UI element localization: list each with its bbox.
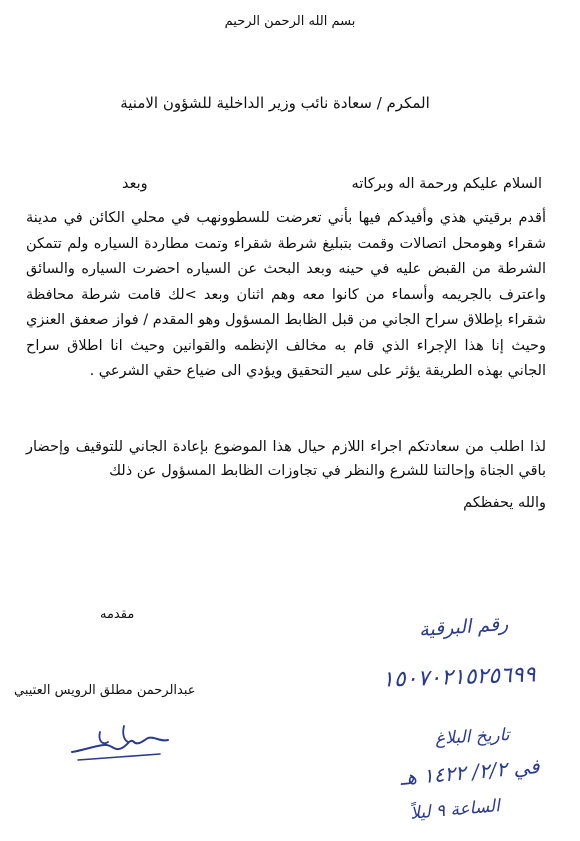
basmala: بسم الله الرحمن الرحيم: [224, 14, 356, 29]
presenter-label: مقدمه: [100, 607, 135, 622]
letter-body-paragraph-2: لذا اطلب من سعادتكم اجراء اللازم حيال هذا الموضوع بإعادة الجاني للتوقيف وإحضار باقي الجناة وإحالتنا للشرع والنظر في تجاوزات الظابط المسؤول عن ذلك: [26, 439, 546, 479]
handwritten-time-value: الساعة ٩ ليلاً: [409, 796, 501, 824]
handwritten-signature-icon: [64, 712, 174, 768]
handwritten-date-label: تاريخ البلاغ: [434, 725, 511, 749]
handwritten-date-value: في ٢/٢/ ١٤٢٢ هـ: [399, 753, 541, 791]
closing-line: والله يحفظكم: [463, 495, 546, 511]
handwritten-report-number-label: رقم البرقية: [418, 612, 509, 642]
letter-body-paragraph-1: أقدم برقيتي هذي وأفيدكم فيها بأني تعرضت للسطوونهب في محلي الكائن في مدينة شقراء وهومحل اتصالات وقمت بتبليغ شرطة شقراء وتمت مطاردة السياره ولم تتمكن الشرطة من القبض عليه في حينه وبعد البحث عن السياره احضرت السياره والسائق واعترف بالجريمه وأسماء من كانوا معه وهم اثنان وبعد >لك قامت شرطة محافظة شقراء بإطلاق سراح الجاني من قبل الظابط المسؤول وهو المقدم / فواز صعفق العنزي وحيث إنا هذا الإجراء الذي قام به مخالف الإنظمه والقوانين وحيث انا اطلاق سراح الجاني بهذه الطريقة يؤثر على سير التحقيق ويؤدي الى ضياع حقي الشرعي .: [26, 210, 546, 379]
greeting-line: [122, 176, 542, 192]
handwritten-report-number: ١٥٠٧٠٢١٥٢٥٦٩٩: [381, 662, 537, 693]
greeting-text: السلام عليكم ورحمة اله وبركاته: [351, 176, 542, 192]
addressee-line: المكرم / سعادة نائب وزير الداخلية للشؤون الامنية: [120, 94, 430, 112]
after-greeting-text: وبعد: [122, 176, 148, 192]
signer-name: عبدالرحمن مطلق الرويس العتيبي: [14, 683, 196, 698]
